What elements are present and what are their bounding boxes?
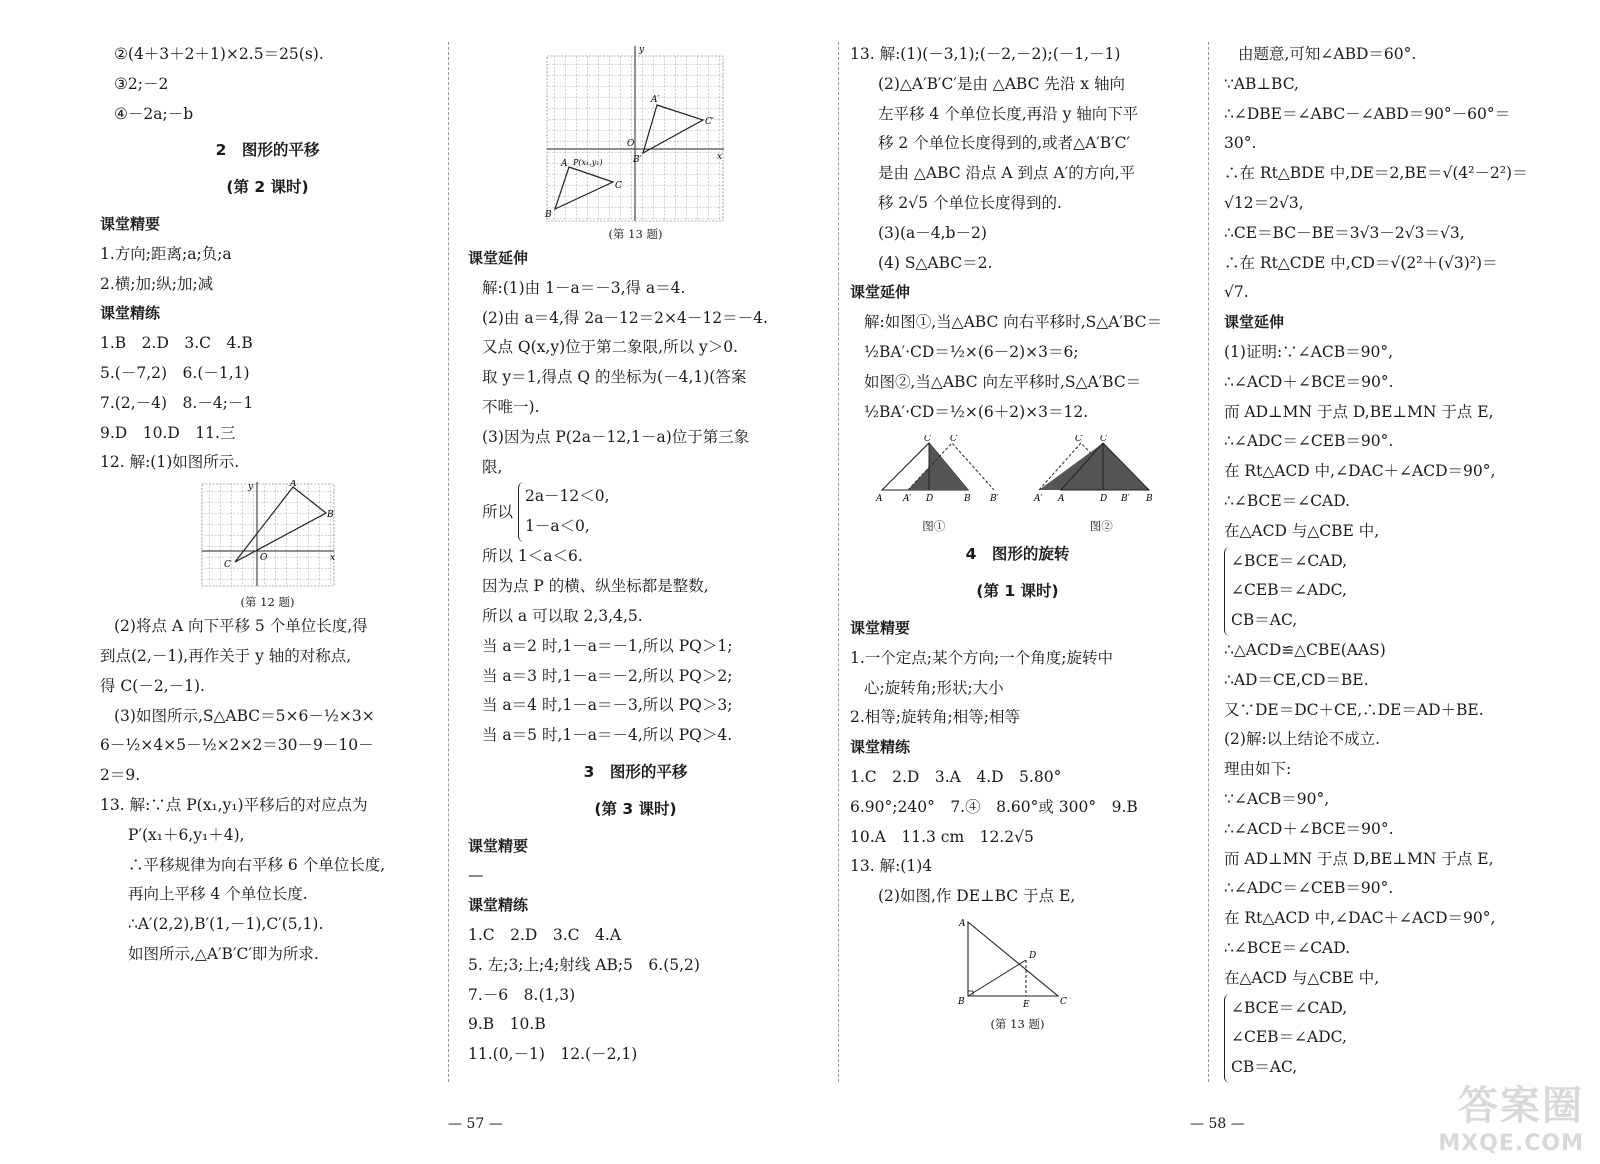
figure-caption: 图①	[922, 519, 946, 534]
answer-line: 1.C 2.D 3.A 4.D 5.80°	[850, 767, 1062, 786]
figure-q13-grid	[543, 42, 728, 222]
text-line: ∵AB⊥BC,	[1224, 74, 1299, 93]
figure-label: B′	[989, 494, 999, 505]
text-line: ∴在 Rt△BDE 中,DE＝2,BE＝√(4²－2²)＝	[1224, 164, 1528, 183]
figure-label: C′	[949, 435, 959, 445]
text-line: (2)由 a＝4,得 2a－12＝2×4－12＝－4.	[482, 308, 768, 327]
figure-label: x	[329, 553, 335, 564]
text-line: ½BA′·CD＝½×(6－2)×3＝6;	[864, 342, 1079, 361]
section-title: 4 图形的旋转	[965, 545, 1070, 564]
figure-label: O	[259, 553, 267, 564]
text-line: ∵∠ACB＝90°,	[1224, 789, 1330, 808]
figure-caption: (第 12 题)	[240, 595, 295, 610]
figure-label: A′	[1034, 494, 1043, 505]
column-4	[1224, 40, 1559, 1083]
text-line: ∴A′(2,2),B′(1,－1),C′(5,1).	[128, 915, 324, 934]
text-line: 限,	[482, 457, 503, 476]
text-line: 由题意,可知∠ABD＝60°.	[1238, 45, 1417, 63]
text-line: 6－½×4×5－½×2×2＝30－9－10－	[100, 736, 374, 755]
figure-1	[864, 435, 1004, 505]
answer-line: 11.(0,－1) 12.(－2,1)	[468, 1045, 638, 1064]
text-line: 当 a＝5 时,1－a＝－4,所以 PQ＞4.	[482, 726, 733, 745]
figure-2-wrap	[1031, 435, 1171, 533]
answer-line: 1.C 2.D 3.C 4.A	[468, 925, 621, 944]
figure-label: A	[958, 918, 965, 929]
figure-label: P(x₁,y₁)	[573, 158, 603, 167]
figure-1-wrap	[864, 435, 1004, 533]
text-line: 在△ACD 与△CBE 中,	[1224, 521, 1380, 540]
text-line: ½BA′·CD＝½×(6＋2)×3＝12.	[864, 402, 1089, 421]
answer-line: 5. 左;3;上;4;射线 AB;5 6.(5,2)	[468, 955, 700, 974]
brace-group	[1224, 994, 1347, 1083]
figure-label: B′	[633, 155, 642, 165]
answer-line: 13. 解:(1)4	[850, 857, 933, 876]
text-line: (3)(a－4,b－2)	[878, 223, 987, 242]
figure-label: A	[289, 480, 296, 490]
text-line: ∴∠ACD＋∠BCE＝90°.	[1224, 372, 1394, 391]
text-line: 1.方向;距离;a;负;a	[100, 244, 232, 263]
text-line: 而 AD⊥MN 于点 D,BE⊥MN 于点 E,	[1224, 402, 1494, 421]
watermark	[1438, 1074, 1584, 1156]
text-line: 心;旋转角;形状;大小	[864, 678, 1004, 697]
figure-label: B	[957, 996, 965, 1007]
section-heading: 课堂精要	[100, 214, 161, 233]
figure-label: C′	[705, 117, 714, 127]
text-line: 解:(1)由 1－a＝－3,得 a＝4.	[482, 278, 686, 297]
text-line: √12＝2√3,	[1224, 193, 1304, 212]
column-2	[468, 40, 803, 1070]
figure-label: C	[615, 181, 622, 191]
text-line: ∴∠DBE＝∠ABC－∠ABD＝90°－60°＝	[1224, 104, 1511, 123]
figure-label: B′	[1121, 494, 1130, 505]
text-line: ∴平移规律为向右平移 6 个单位长度,	[128, 855, 386, 874]
answer-line: 5.(－7,2) 6.(－1,1)	[100, 363, 250, 382]
text-line: 到点(2,－1),再作关于 y 轴的对称点,	[100, 646, 352, 665]
figure-caption: (第 13 题)	[608, 227, 663, 241]
figure-label: C	[1100, 435, 1108, 445]
text-line: ②(4＋3＋2＋1)×2.5＝25(s).	[114, 45, 324, 63]
figure-label: B	[963, 494, 971, 505]
system-of-inequalities	[468, 482, 803, 542]
figure-label: B	[1146, 494, 1153, 505]
text-line: ∠BCE＝∠CAD,	[1231, 998, 1348, 1017]
answer-line: 12. 解:(1)如图所示.	[100, 453, 240, 472]
figure-label: y	[247, 482, 253, 493]
section-heading: 课堂精要	[468, 836, 529, 855]
text-line: 是由 △ABC 沿点 A 到点 A′的方向,平	[878, 164, 1136, 183]
text-line: ③2;－2	[114, 74, 169, 93]
column-divider	[1208, 42, 1209, 1082]
text-line: ④－2a;－b	[114, 104, 194, 123]
figure-label: A′	[902, 494, 912, 505]
answer-line: 10.A 11.3 cm 12.2√5	[850, 827, 1034, 846]
section-heading: 课堂延伸	[468, 249, 529, 267]
answer-line: 9.D 10.D 11.三	[100, 423, 236, 442]
text-line: 得 C(－2,－1).	[100, 676, 205, 695]
text-fragment: 所以	[482, 503, 514, 522]
text-line: ∴∠ADC＝∠CEB＝90°.	[1224, 432, 1394, 451]
section-heading: 课堂延伸	[850, 283, 911, 302]
section-title: 2 图形的平移	[215, 141, 320, 160]
column-divider	[838, 42, 839, 1082]
text-line: √7.	[1224, 283, 1249, 302]
text-line: (3)因为点 P(2a－12,1－a)位于第三象	[482, 427, 750, 446]
figure-label: D	[1100, 494, 1108, 505]
column-1	[100, 40, 435, 970]
section-heading: 课堂精练	[100, 304, 161, 323]
text-line: (1)证明:∵∠ACB＝90°,	[1224, 342, 1394, 361]
text-line: CB＝AC,	[1231, 611, 1298, 630]
answer-line: 6.90°;240° 7.④ 8.60°或 300° 9.B	[850, 797, 1138, 816]
figure-q12	[198, 480, 338, 590]
section-title: 3 图形的平移	[583, 762, 688, 781]
figure-caption: 图②	[1089, 519, 1113, 534]
text-line: (4) S△ABC＝2.	[878, 253, 993, 272]
text-line: ∠CEB＝∠ADC,	[1231, 1028, 1347, 1047]
answer-line: 7.－6 8.(1,3)	[468, 985, 576, 1004]
figure-label: E	[1022, 999, 1030, 1010]
text-line: ∠CEB＝∠ADC,	[1231, 581, 1347, 600]
watermark-logo-text: 答案圈	[1458, 1083, 1584, 1129]
section-heading: 课堂延伸	[1224, 313, 1285, 332]
answer-line: 9.B 10.B	[468, 1015, 546, 1034]
figure-label: y	[639, 45, 645, 55]
text-line: 如图②,当△ABC 向左平移时,S△A′BC＝	[864, 372, 1142, 391]
figure-label: A	[561, 159, 568, 169]
column-divider	[448, 42, 449, 1082]
text-line: 在 Rt△ACD 中,∠DAC＋∠ACD＝90°,	[1224, 462, 1496, 481]
text-line: 13. 解:∵点 P(x₁,y₁)平移后的对应点为	[100, 795, 368, 814]
section-heading: 课堂精练	[850, 738, 911, 757]
text-line: (2)△A′B′C′是由 △ABC 先沿 x 轴向	[878, 74, 1125, 93]
text-line: 当 a＝4 时,1－a＝－3,所以 PQ＞3;	[482, 696, 733, 715]
text-line: CB＝AC,	[1231, 1058, 1298, 1077]
text-line: 因为点 P 的横、纵坐标都是整数,	[482, 577, 709, 596]
brace	[518, 482, 610, 542]
text-line: 当 a＝2 时,1－a＝－1,所以 PQ＞1;	[482, 636, 733, 655]
text-line: (2)解:以上结论不成立.	[1224, 730, 1381, 749]
figure-label: B	[326, 510, 334, 521]
text-line: ∴∠ACD＋∠BCE＝90°.	[1224, 819, 1394, 838]
page-number: — 57 —	[448, 1116, 503, 1132]
lesson-subtitle: (第 1 课时)	[976, 582, 1059, 601]
figure-label: C′	[1075, 435, 1085, 445]
answer-line: 7.(2,－4) 8.－4;－1	[100, 393, 254, 412]
text-line: 1.一个定点;某个方向;一个角度;旋转中	[850, 648, 1113, 667]
inequality: 2a－12＜0,	[524, 487, 610, 506]
figure-caption: (第 13 题)	[990, 1016, 1045, 1031]
text-line: 2.横;加;纵;加;减	[100, 274, 214, 293]
figure-label: A′	[651, 95, 660, 105]
text-line: 而 AD⊥MN 于点 D,BE⊥MN 于点 E,	[1224, 849, 1494, 868]
figure-2	[1031, 435, 1171, 505]
section-heading: 课堂精练	[468, 896, 529, 915]
text-line: 13. 解:(1)(－3,1);(－2,－2);(－1,－1)	[850, 45, 1121, 63]
text-line: 2.相等;旋转角;相等;相等	[850, 708, 1020, 727]
figure-row	[850, 435, 1185, 533]
text-line: 理由如下:	[1224, 760, 1292, 779]
lesson-subtitle: (第 3 课时)	[594, 799, 677, 818]
figure-label: O	[627, 139, 635, 149]
figure-label: C	[923, 435, 931, 445]
text-line: 如图所示,△A′B′C′即为所求.	[128, 944, 319, 963]
figure-label: C	[1059, 996, 1067, 1007]
text-line: 取 y＝1,得点 Q 的坐标为(－4,1)(答案	[482, 368, 747, 387]
text-line: —	[468, 866, 484, 885]
text-line: 所以 1＜a＜6.	[482, 547, 583, 566]
figure-label: D	[925, 494, 933, 505]
text-line: 30°.	[1224, 134, 1257, 153]
text-line: ∴CE＝BC－BE＝3√3－2√3＝√3,	[1224, 223, 1465, 242]
text-line: 所以 a 可以取 2,3,4,5.	[482, 606, 643, 625]
column-3	[850, 40, 1185, 1034]
text-line: P′(x₁＋6,y₁＋4),	[128, 825, 245, 844]
text-line: 左平移 4 个单位长度,再沿 y 轴向下平	[878, 104, 1139, 123]
section-heading: 课堂精要	[850, 618, 911, 637]
text-line: 2＝9.	[100, 766, 141, 785]
text-line: 解:如图①,当△ABC 向右平移时,S△A′BC＝	[864, 313, 1162, 332]
text-line: 移 2√5 个单位长度得到的.	[878, 193, 1062, 212]
brace-group	[1224, 547, 1347, 636]
page-number: — 58 —	[1190, 1116, 1245, 1132]
text-line: 在△ACD 与△CBE 中,	[1224, 968, 1380, 987]
text-line: ∠BCE＝∠CAD,	[1231, 551, 1348, 570]
text-line: ∴在 Rt△CDE 中,CD＝√(2²＋(√3)²)＝	[1224, 253, 1498, 272]
text-line: ∴AD＝CE,CD＝BE.	[1224, 670, 1369, 689]
lesson-subtitle: (第 2 课时)	[226, 178, 309, 197]
figure-label: A	[1058, 494, 1065, 505]
figure-label: B	[545, 210, 552, 220]
text-line: 又∵DE＝DC＋CE,∴DE＝AD＋BE.	[1224, 700, 1484, 719]
text-line: (3)如图所示,S△ABC＝5×6－½×3×	[114, 706, 375, 725]
text-line: 当 a＝3 时,1－a＝－2,所以 PQ＞2;	[482, 666, 733, 685]
text-line: 移 2 个单位长度得到的,或者△A′B′C′	[878, 134, 1131, 153]
text-line: 不唯一).	[482, 397, 540, 416]
text-line: ∴∠ADC＝∠CEB＝90°.	[1224, 879, 1394, 898]
text-line: ∴△ACD≌△CBE(AAS)	[1224, 640, 1386, 659]
text-line: 又点 Q(x,y)位于第二象限,所以 y＞0.	[482, 338, 739, 357]
watermark-url: MXQE.COM	[1438, 1131, 1584, 1156]
text-line: (2)将点 A 向下平移 5 个单位长度,得	[114, 617, 368, 636]
figure-label: C	[223, 560, 231, 571]
text-line: ∴∠BCE＝∠CAD.	[1224, 938, 1351, 957]
inequality: 1－a＜0,	[524, 517, 590, 536]
text-line: 再向上平移 4 个单位长度.	[128, 885, 308, 904]
figure-label: D	[1028, 950, 1036, 961]
text-line: 在 Rt△ACD 中,∠DAC＋∠ACD＝90°,	[1224, 909, 1496, 928]
figure-label: x	[717, 152, 723, 162]
text-line: (2)如图,作 DE⊥BC 于点 E,	[878, 887, 1076, 906]
answer-line: 1.B 2.D 3.C 4.B	[100, 334, 253, 353]
figure-q13-triangle	[948, 914, 1088, 1012]
text-line: ∴∠BCE＝∠CAD.	[1224, 491, 1351, 510]
figure-label: A	[875, 494, 883, 505]
